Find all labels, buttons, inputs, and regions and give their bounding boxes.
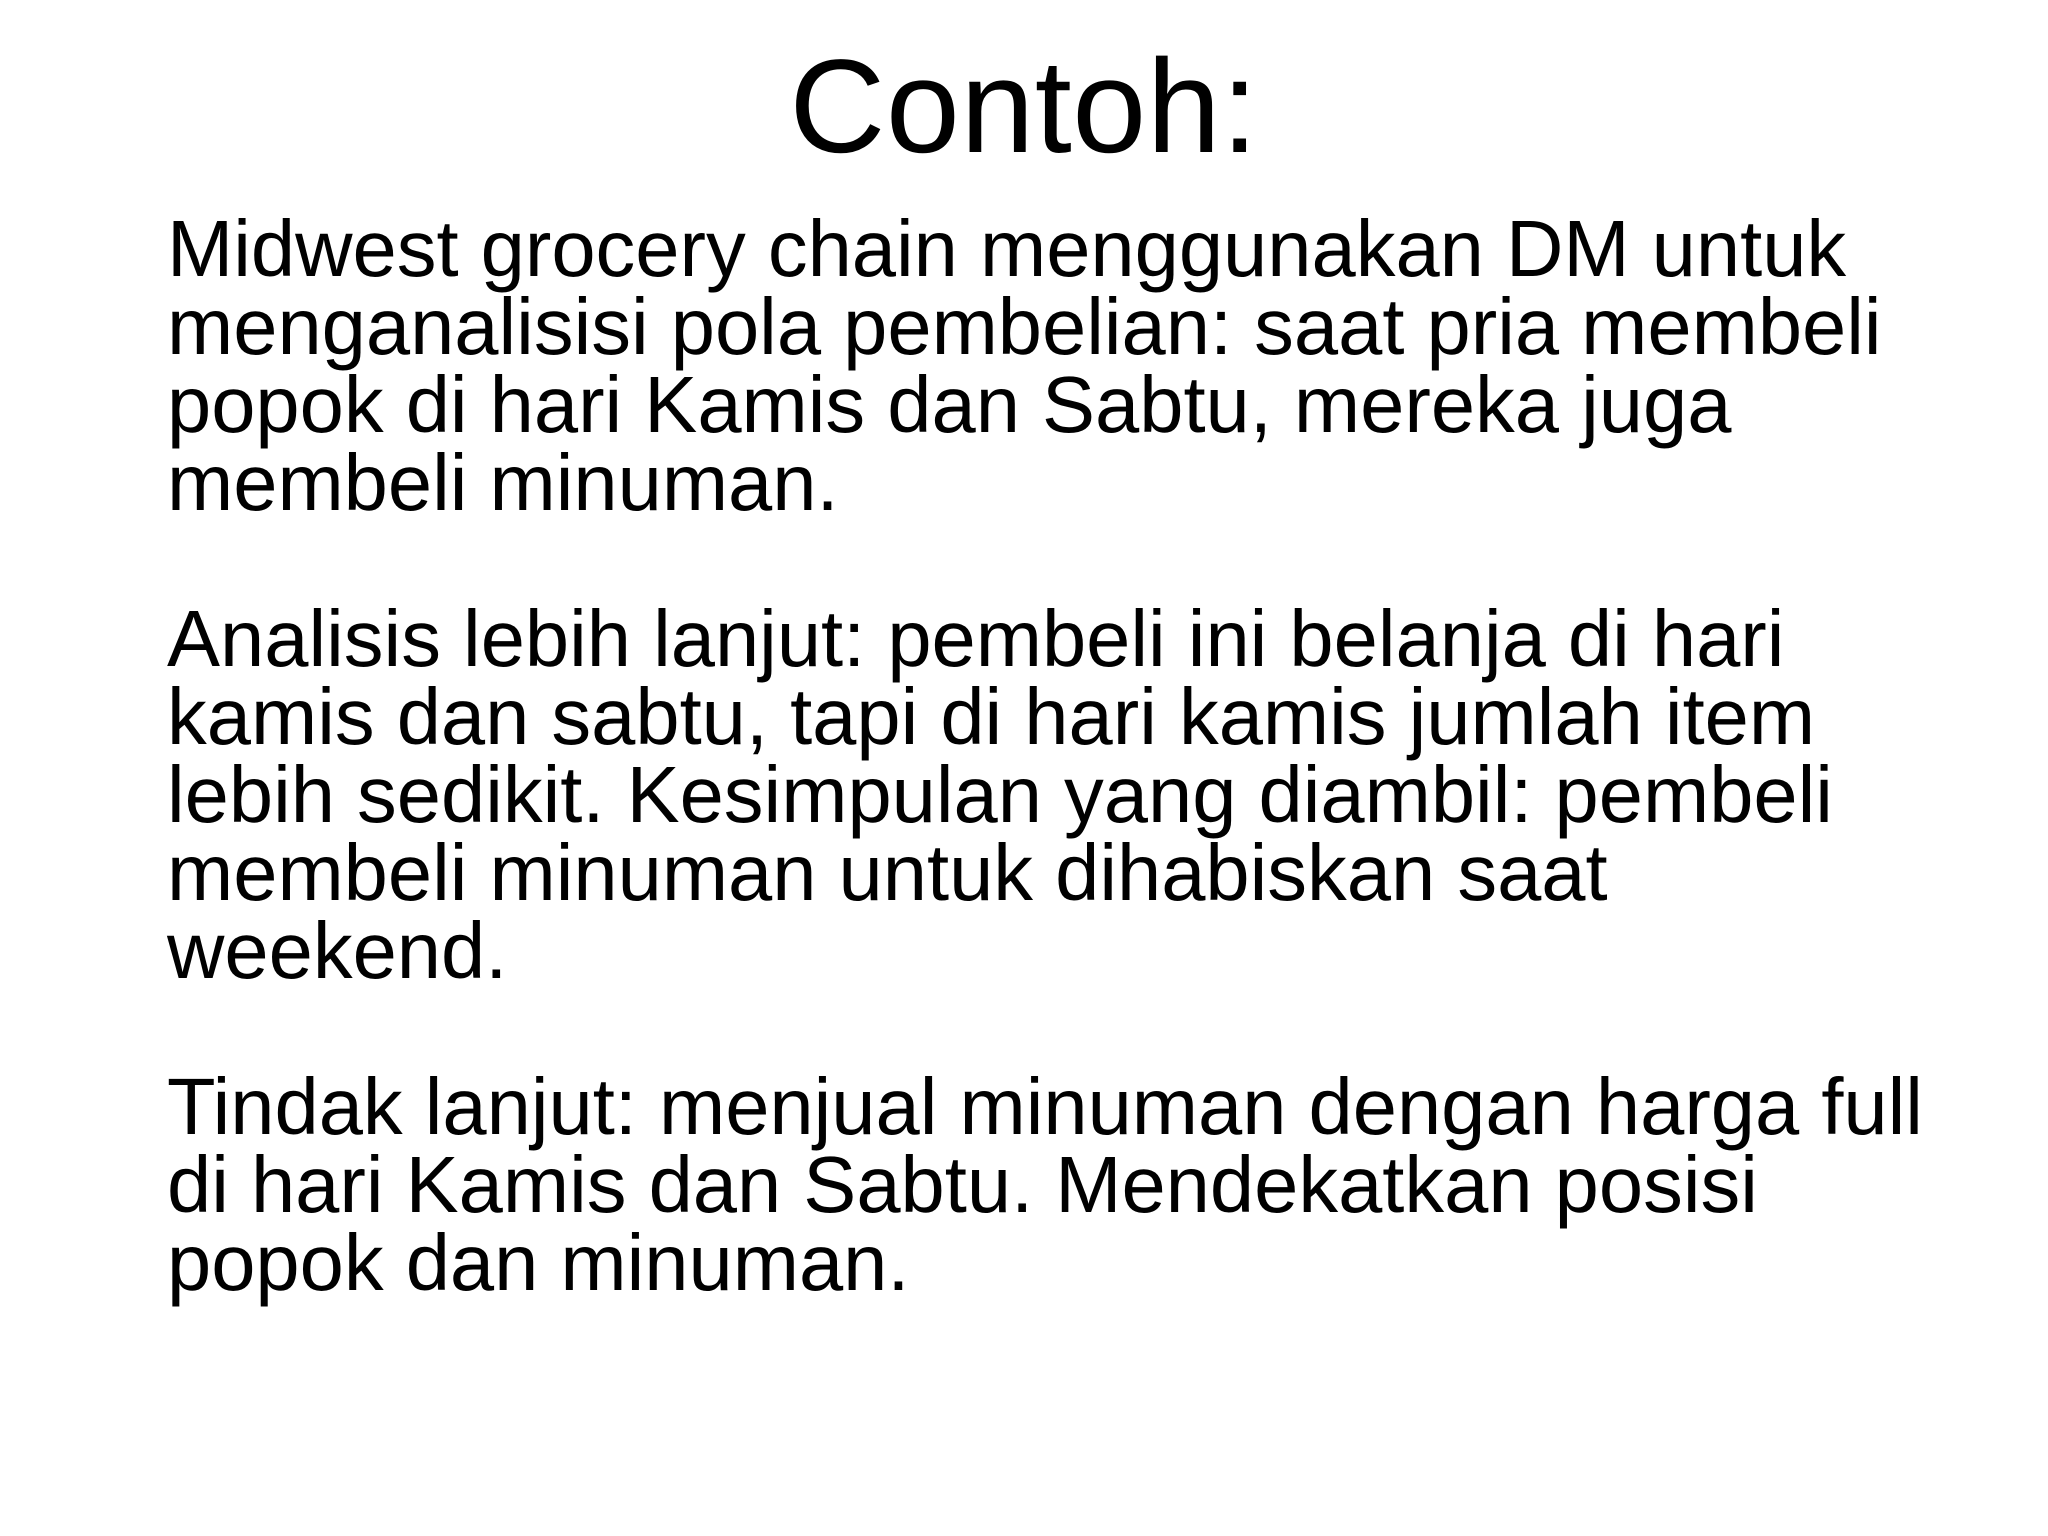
- paragraph-analysis: Analisis lebih lanjut: pembeli ini belanja di hari kamis dan sabtu, tapi di hari kamis jumlah item lebih sedikit. Kesimpulan yang diambil: pembeli membeli minuman untuk dihabiskan saat weekend.: [167, 594, 1833, 995]
- slide-body: [167, 204, 2007, 1307]
- slide-title: Contoh:: [789, 33, 1259, 181]
- paragraph-follow-up: Tindak lanjut: menjual minuman dengan harga full di hari Kamis dan Sabtu. Mendekatkan posisi popok dan minuman.: [167, 1062, 1923, 1307]
- paragraph-example: Midwest grocery chain menggunakan DM untuk menganalisisi pola pembelian: saat pria membeli popok di hari Kamis dan Sabtu, mereka juga membeli minuman.: [167, 204, 1882, 527]
